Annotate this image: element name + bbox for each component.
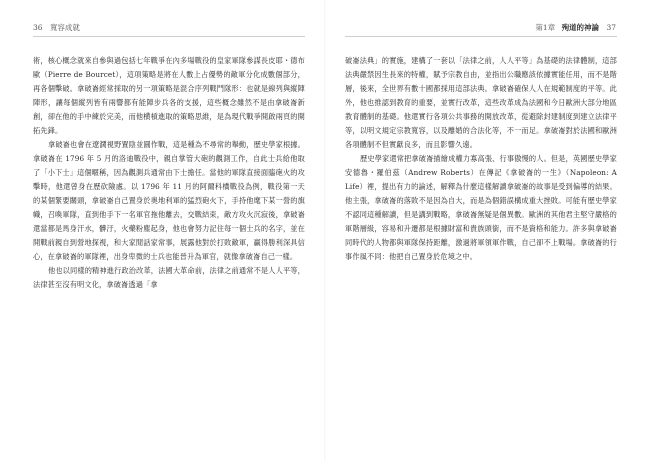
left-page-number: 36 <box>33 23 43 32</box>
right-page-header <box>535 23 616 32</box>
right-header-rule <box>345 36 617 37</box>
right-chapter-label: 第1章 <box>535 23 556 32</box>
paragraph: 破崙法典」的實施，建構了一套以「法律之前，人人平等」為基礎的法律體制，這部法典嚴禁因生長來的特權，賦予宗教自由，並指出公職應該依據實能任用，而不是階層，後來，全世界有數十國都採用這部法典。拿破崙確保人人在規範制度的平等。此外，他也推認到教育的重要，並實行改革，這些改革成為法國和今日歐洲大部分地區教育體制的基礎。他還實行各項公共事務的開放改革，從避除封建制度到建立法律平等，以明文規定宗教寬容，以及離婚的合法化等，不一而足。拿破崙對於法國和歐洲各項體制不但實獻良多，而且影響久遠。 <box>345 56 617 149</box>
right-page-body <box>345 54 617 264</box>
left-running-title: 寬容成就 <box>49 23 80 32</box>
left-page-header <box>33 23 80 32</box>
paragraph: 術，核心概念就來自參與過包括七年戰爭在內多場戰役的皇家軍隊參謀長皮耶・德布歐（Pierre de Bourcet），這項策略是將在人數上占優勢的敵軍分化成數個部分，再各個擊破。拿破崙經常採取的另一項策略是混合序列戰鬥隊形：也就是線列與縱陣陣形，讓每個縱列皆有兩響都有能陣步兵各的支援，這些概念雖然不是由拿破崙新創，卻在他的手中練於完美，而他横槓進取的策略思維，是為現代戰爭開啟兩頁的開拓先鋒。 <box>33 56 305 135</box>
left-header-rule <box>33 36 305 37</box>
paragraph: 歷史學家還常把拿破崙描繪成權力寡高張、行事傲慢的人。但是，英國歷史學家安德魯・羅伯茲（Andrew Roberts）在傳記《拿破崙的一生》（Napoleon: A Life）裡，提出有力的論述，解釋為什麼這樣解讀拿破崙的故事是受到偏導的結果。他主張，拿破崙的落敗不是因為自大，而是為個錯誤構成重大挫敗。可能有歷史學家不認同這種解讀，但是講到戰略，拿破崙無疑是個異數。歐洲的其他君主堅守嚴格的軍階層級，容易和升遷都是根據財富和貴族頭銜，而不是資格和能力。許多與拿破崙同時代的人物都與軍隊保持距離，激過將軍領軍作戰，自己卻不上戰場。拿破崙的行事作風不同：他把自己置身於危境之中。 <box>345 154 617 261</box>
paragraph: 他也以同樣的精神進行政治改革，法國大革命前，法律之前通常不是人人平等，法律甚至沒有明文化，拿破崙透過「拿 <box>33 266 305 289</box>
right-chapter-title: 殉道的神論 <box>561 23 600 32</box>
left-page-body <box>33 54 305 292</box>
book-gutter <box>324 0 326 461</box>
paragraph: 拿破崙也會在遼濶視野置陰並圓作戰，這是種為不尋常的舉動，歷史學家根據。拿破崙在 1796 年 5 月的洛迪戰役中，親自掌管大砲的觀測工作，自此士兵給他取了「小下士」這個暱稱，因為觀測兵通常由下士擔任。當他的軍隊直接面臨砲火的攻擊時，他還曾身在歷砍險處。以 1796 年 11 月的阿爾科橋戰役為例，戰役第一天的某個緊要關頭，拿破崙自己置身於奧地利軍的猛烈砲火下，手持他麾下某一營的旗幟，召喚軍隊，直到他手下一名軍官拖他離去，交戰結束，敵方攻火沉寂後，拿破崙還當都是馬身汗水，髒汙，火藥粉塵起身，他也會努力記住每一個士兵的名字，並在開戰前親自到營地探視，和大家閒話家常事，展露他對於打敗敵軍，贏得勝利深具信心，在拿破崙的軍隊裡，出身卑微的士兵也能晉升為軍官，就像拿破崙自己一樣。 <box>33 140 305 261</box>
right-page-number: 37 <box>606 23 616 32</box>
